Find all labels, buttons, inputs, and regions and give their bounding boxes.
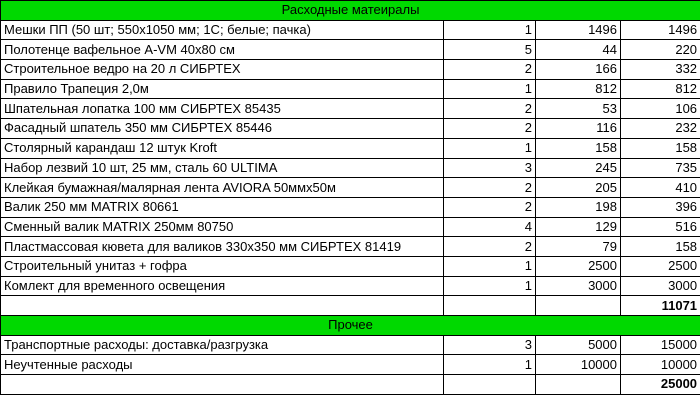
- empty-cell[interactable]: [444, 296, 536, 316]
- sum-cell[interactable]: 332: [621, 60, 700, 80]
- table-row: [1, 197, 700, 217]
- section-header-row: [1, 1, 700, 21]
- sum-cell[interactable]: 10000: [621, 355, 700, 375]
- item-name-cell[interactable]: Шпательная лопатка 100 мм СИБРТЕХ 85435: [1, 99, 444, 119]
- empty-cell[interactable]: [536, 296, 621, 316]
- price-cell[interactable]: 245: [536, 158, 621, 178]
- table-row: [1, 217, 700, 237]
- quantity-cell[interactable]: 1: [444, 138, 536, 158]
- sum-cell[interactable]: 1496: [621, 20, 700, 40]
- total-row: [1, 375, 700, 395]
- sum-cell[interactable]: 158: [621, 138, 700, 158]
- item-name-cell[interactable]: Строительное ведро на 20 л СИБРТЕХ: [1, 60, 444, 80]
- expense-table-body: [1, 1, 700, 395]
- quantity-cell[interactable]: 2: [444, 178, 536, 198]
- item-name-cell[interactable]: Фасадный шпатель 350 мм СИБРТЕХ 85446: [1, 119, 444, 139]
- table-row: [1, 79, 700, 99]
- table-row: [1, 99, 700, 119]
- empty-cell[interactable]: [444, 375, 536, 395]
- sum-cell[interactable]: 232: [621, 119, 700, 139]
- sum-cell[interactable]: 516: [621, 217, 700, 237]
- item-name-cell[interactable]: Полотенце вафельное A-VM 40х80 см: [1, 40, 444, 60]
- item-name-cell[interactable]: Неучтенные расходы: [1, 355, 444, 375]
- table-row: [1, 138, 700, 158]
- section-title[interactable]: Расходные матеиралы: [1, 1, 700, 21]
- sum-cell[interactable]: 158: [621, 237, 700, 257]
- empty-cell[interactable]: [1, 296, 444, 316]
- sum-cell[interactable]: 735: [621, 158, 700, 178]
- item-name-cell[interactable]: Пластмассовая кювета для валиков 330х350 мм СИБРТЕХ 81419: [1, 237, 444, 257]
- section-header-row: [1, 316, 700, 336]
- quantity-cell[interactable]: 1: [444, 79, 536, 99]
- item-name-cell[interactable]: Столярный карандаш 12 штук Kroft: [1, 138, 444, 158]
- table-row: [1, 40, 700, 60]
- sum-cell[interactable]: 220: [621, 40, 700, 60]
- quantity-cell[interactable]: 3: [444, 158, 536, 178]
- item-name-cell[interactable]: Валик 250 мм MATRIX 80661: [1, 197, 444, 217]
- item-name-cell[interactable]: Клейкая бумажная/малярная лента AVIORA 50ммх50м: [1, 178, 444, 198]
- price-cell[interactable]: 5000: [536, 335, 621, 355]
- quantity-cell[interactable]: 1: [444, 20, 536, 40]
- quantity-cell[interactable]: 2: [444, 237, 536, 257]
- quantity-cell[interactable]: 1: [444, 276, 536, 296]
- price-cell[interactable]: 812: [536, 79, 621, 99]
- price-cell[interactable]: 166: [536, 60, 621, 80]
- sum-cell[interactable]: 2500: [621, 256, 700, 276]
- price-cell[interactable]: 205: [536, 178, 621, 198]
- table-row: [1, 335, 700, 355]
- sum-cell[interactable]: 15000: [621, 335, 700, 355]
- section-total-cell[interactable]: 25000: [621, 375, 700, 395]
- sum-cell[interactable]: 812: [621, 79, 700, 99]
- table-row: [1, 276, 700, 296]
- quantity-cell[interactable]: 2: [444, 99, 536, 119]
- table-row: [1, 355, 700, 375]
- price-cell[interactable]: 2500: [536, 256, 621, 276]
- price-cell[interactable]: 79: [536, 237, 621, 257]
- price-cell[interactable]: 44: [536, 40, 621, 60]
- section-total-cell[interactable]: 11071: [621, 296, 700, 316]
- item-name-cell[interactable]: Сменный валик MATRIX 250мм 80750: [1, 217, 444, 237]
- price-cell[interactable]: 116: [536, 119, 621, 139]
- table-row: [1, 178, 700, 198]
- quantity-cell[interactable]: 3: [444, 335, 536, 355]
- table-row: [1, 237, 700, 257]
- empty-cell[interactable]: [536, 375, 621, 395]
- empty-cell[interactable]: [1, 375, 444, 395]
- price-cell[interactable]: 198: [536, 197, 621, 217]
- item-name-cell[interactable]: Транспортные расходы: доставка/разгрузка: [1, 335, 444, 355]
- price-cell[interactable]: 158: [536, 138, 621, 158]
- table-row: [1, 256, 700, 276]
- quantity-cell[interactable]: 4: [444, 217, 536, 237]
- quantity-cell[interactable]: 5: [444, 40, 536, 60]
- quantity-cell[interactable]: 1: [444, 256, 536, 276]
- item-name-cell[interactable]: Правило Трапеция 2,0м: [1, 79, 444, 99]
- section-title[interactable]: Прочее: [1, 316, 700, 336]
- sum-cell[interactable]: 106: [621, 99, 700, 119]
- table-row: [1, 158, 700, 178]
- quantity-cell[interactable]: 2: [444, 119, 536, 139]
- price-cell[interactable]: 3000: [536, 276, 621, 296]
- quantity-cell[interactable]: 1: [444, 355, 536, 375]
- sum-cell[interactable]: 410: [621, 178, 700, 198]
- item-name-cell[interactable]: Набор лезвий 10 шт, 25 мм, сталь 60 ULTIMA: [1, 158, 444, 178]
- table-row: [1, 119, 700, 139]
- total-row: [1, 296, 700, 316]
- item-name-cell[interactable]: Комлект для временного освещения: [1, 276, 444, 296]
- table-row: [1, 60, 700, 80]
- item-name-cell[interactable]: Мешки ПП (50 шт; 550х1050 мм; 1С; белые; пачка): [1, 20, 444, 40]
- price-cell[interactable]: 1496: [536, 20, 621, 40]
- sum-cell[interactable]: 3000: [621, 276, 700, 296]
- sum-cell[interactable]: 396: [621, 197, 700, 217]
- price-cell[interactable]: 129: [536, 217, 621, 237]
- item-name-cell[interactable]: Строительный унитаз + гофра: [1, 256, 444, 276]
- quantity-cell[interactable]: 2: [444, 60, 536, 80]
- price-cell[interactable]: 10000: [536, 355, 621, 375]
- table-row: [1, 20, 700, 40]
- quantity-cell[interactable]: 2: [444, 197, 536, 217]
- price-cell[interactable]: 53: [536, 99, 621, 119]
